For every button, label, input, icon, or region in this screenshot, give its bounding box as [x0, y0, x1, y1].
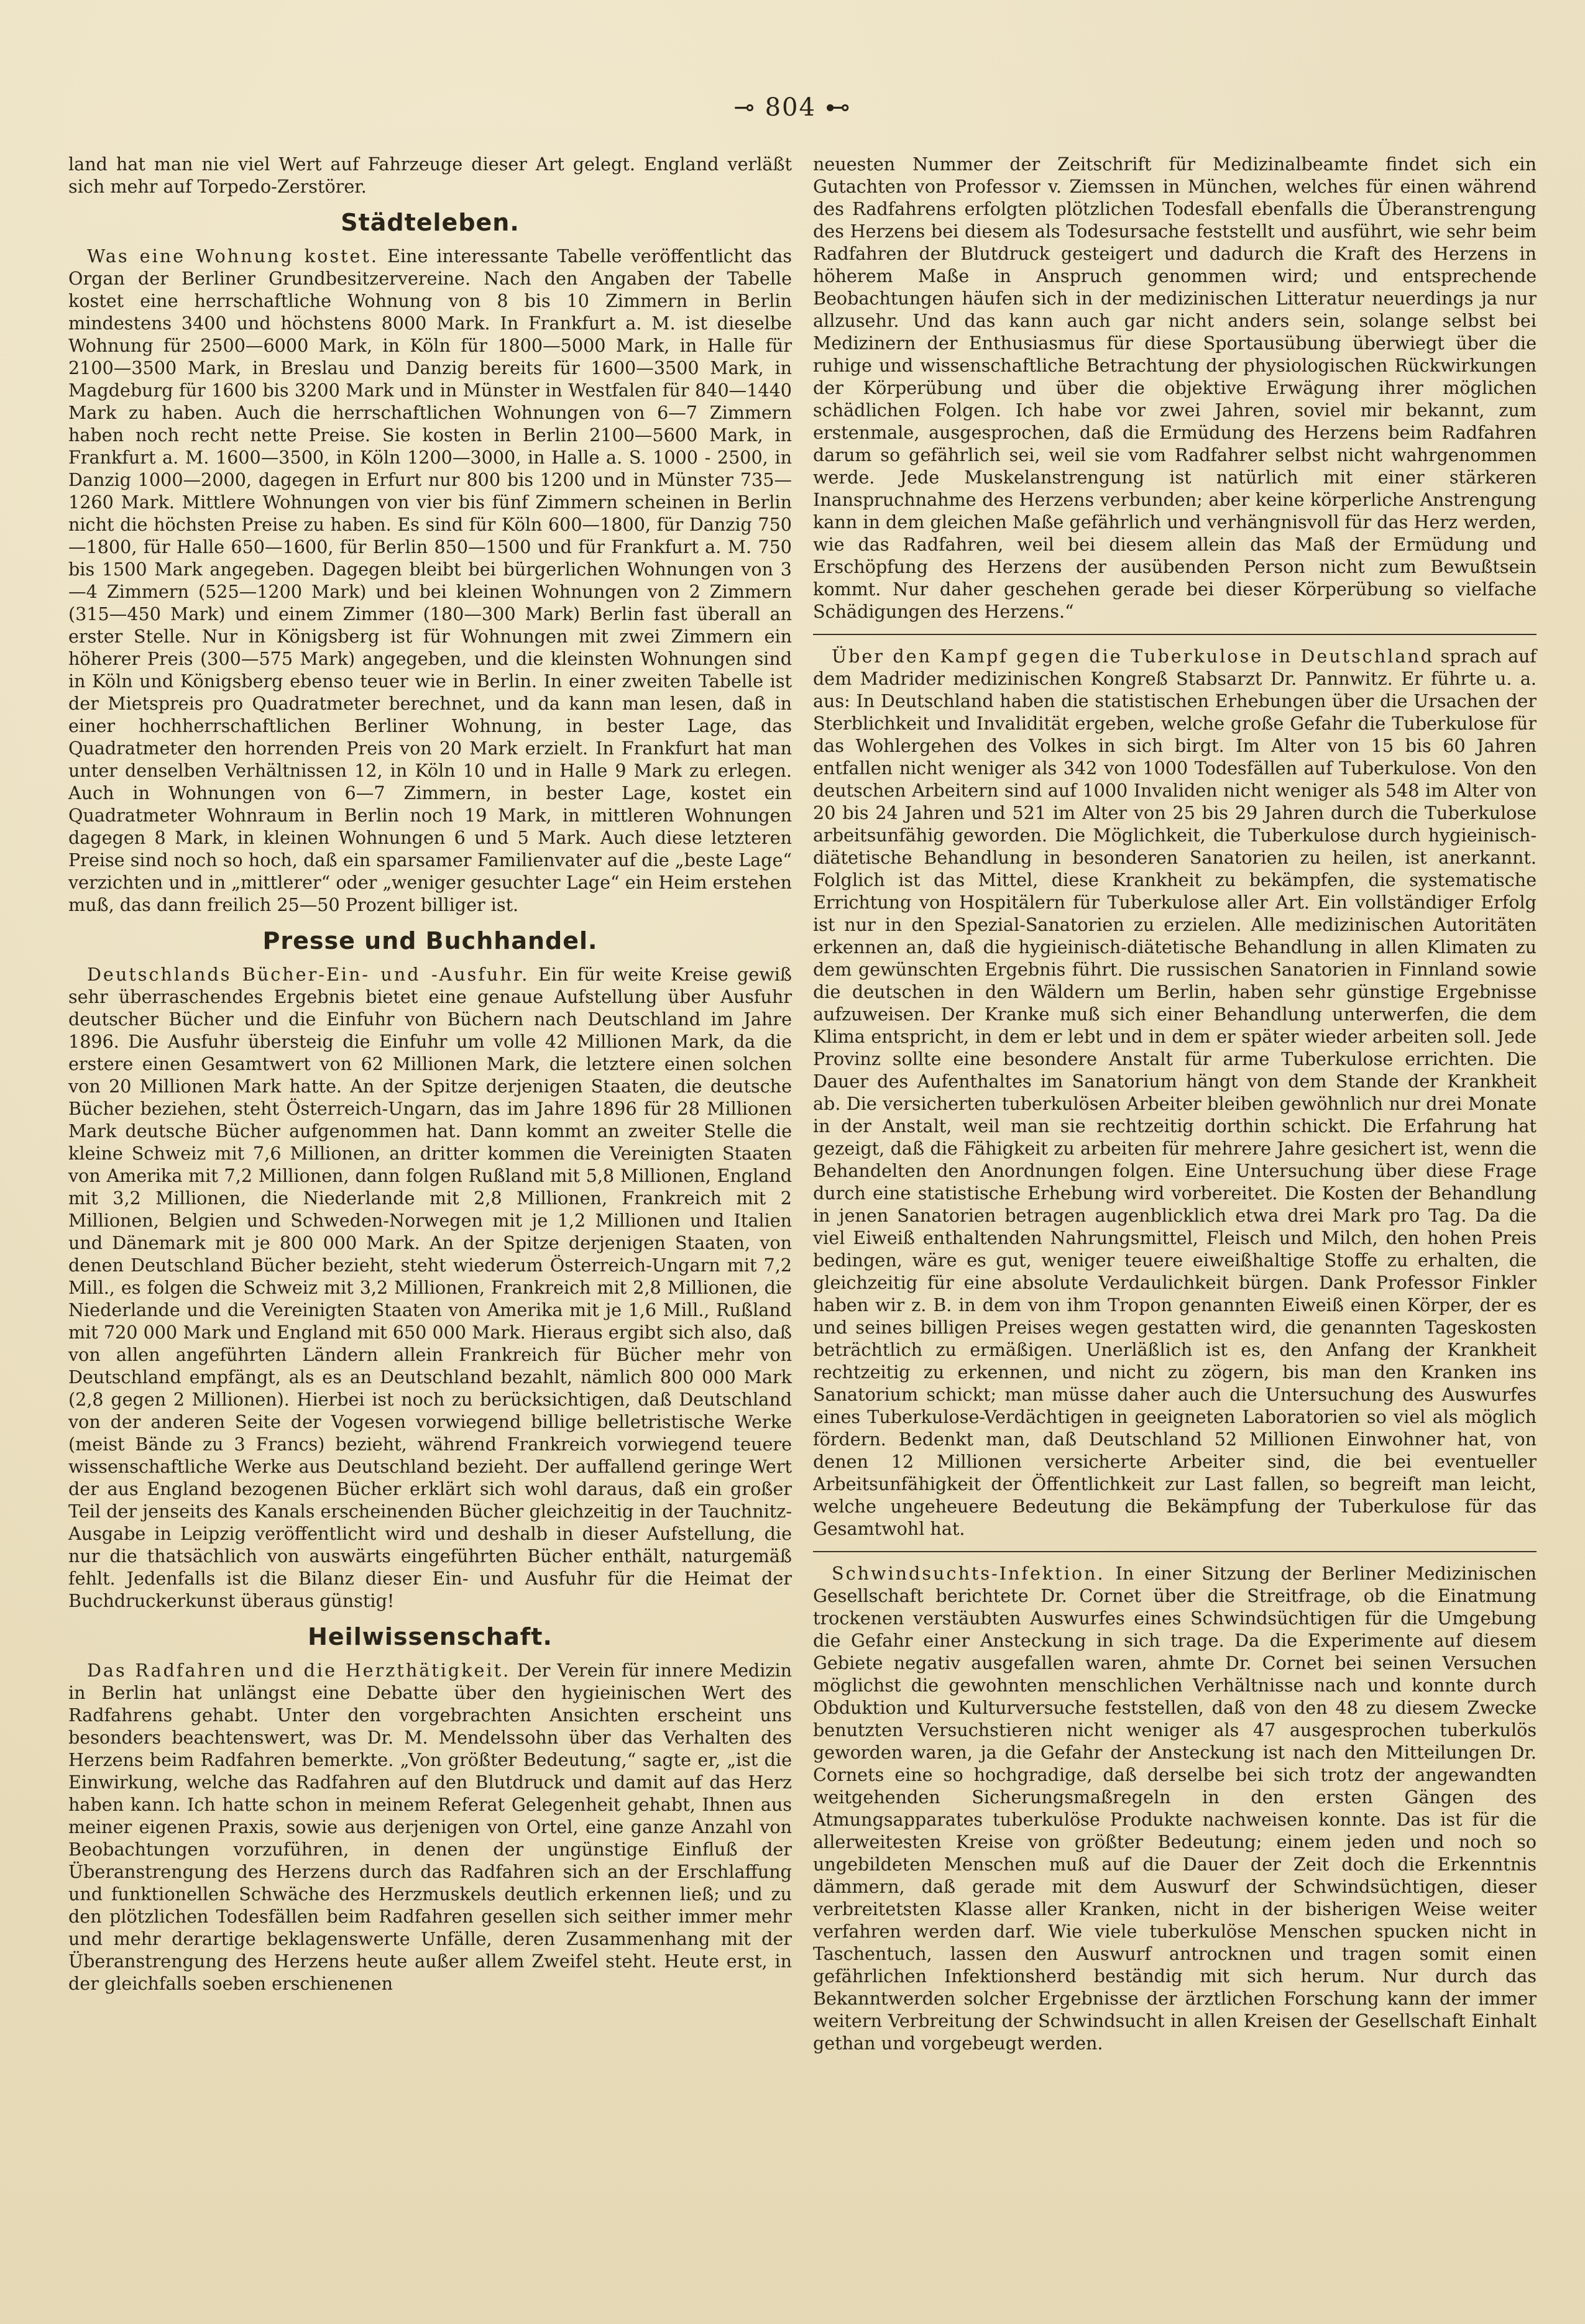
article-body: Ein für weite Kreise gewiß sehr überraschendes Ergebnis bietet eine genaue Aufstellung über Ausfuhr deutscher Bücher und die Einfuhr von Büchern nach Deutschland im Jahre 1896. Die Ausfuhr übersteig die Einfuhr um volle 42 Millionen Mark, da die erstere einen Gesamtwert von 62 Millionen Mark, die letztere einen solchen von 20 Millionen Mark hatte. An der Spitze derjenigen Staaten, die deutsche Bücher beziehen, steht Österreich-Ungarn, das im Jahre 1896 für 28 Millionen Mark deutsche Bücher aufgenommen hat. Dann kommt an zweiter Stelle die kleine Schweiz mit 7,6 Millionen, an dritter kommen die Vereinigten Staaten von Amerika mit 7,2 Millionen, dann folgen Rußland mit 5,8 Millionen, England mit 3,2 Millionen, die Niederlande mit 2,8 Millionen, Frankreich mit 2 Millionen, Belgien und Schweden-Norwegen mit je 1,2 Millionen und Italien und Dänemark mit je 800 000 Mark. An der Spitze derjenigen Staaten, von denen Deutschland Bücher bezieht, steht wiederum Österreich-Ungarn mit 7,2 Mill., es folgen die Schweiz mit 3,2 Millionen, Frankreich mit 2,8 Millionen, die Niederlande und die Vereinigten Staaten von Amerika mit je 1,6 Mill., Rußland mit 720 000 Mark und England mit 650 000 Mark. Hieraus ergibt sich also, daß von allen angeführten Ländern allein Frankreich für Bücher mehr von Deutschland empfängt, als es an Deutschland bezahlt, nämlich 800 000 Mark (2,8 gegen 2 Millionen). Hierbei ist noch zu berücksichtigen, daß Deutschland von der anderen Seite der Vogesen vorwiegend billige belletristische Werke (meist Bände zu 3 Francs) bezieht, während Frankreich vorwiegend teuere wissenschaftliche Werke aus Deutschland bezieht. Der auffallend geringe Wert der aus England bezogenen Bücher erklärt sich wohl daraus, daß ein großer Teil der jenseits des Kanals erscheinenden Bücher gleichzeitig in der Tauchnitz-Ausgabe in Leipzig veröffentlicht wird und deshalb in dieser Aufstellung, die nur die thatsächlich von auswärts eingeführten Bücher enthält, naturgemäß fehlt. Jedenfalls ist die Bilanz dieser Ein- und Ausfuhr für die Heimat der Buchdruckerkunst überaus günstig!: [68, 964, 792, 1611]
right-column: [813, 153, 1537, 2054]
article-tuberkulose: [813, 645, 1537, 1540]
article-body: In einer Sitzung der Berliner Medizinischen Gesellschaft berichtete Dr. Cornet über die Streitfrage, ob die Einatmung trockenen verstäubten Auswurfes eines Schwindsüchtigen für die Umgebung die Gefahr einer Ansteckung in sich trage. Da die Experimente auf diesem Gebiete negativ ausgefallen waren, ahmte Dr. Cornet bei seinen Versuchen möglichst die gewohnten menschlichen Verhältnisse nach und konnte durch Obduktion und Kulturversuche feststellen, daß von den 48 zu diesem Zwecke benutzten Versuchstieren nicht weniger als 47 ausgesprochen tuberkulös geworden waren, ja die Gefahr der Ansteckung ist nach den Mitteilungen Dr. Cornets eine so hochgradige, daß derselbe bei sich trotz der angewandten weitgehenden Sicherungsmaßregeln in den ersten Gängen des Atmungsapparates tuberkulöse Produkte nachweisen konnte. Das ist für die allerweitesten Kreise von größter Bedeutung; einem jeden und noch so ungebildeten Menschen muß auf die Dauer der Zeit doch die Erkenntnis dämmern, daß gerade mit dem Auswurf der Schwindsüchtigen, dieser verbreitetsten Klasse aller Kranken, nicht in der bisherigen Weise weiter verfahren werden darf. Wie viele tuberkulöse Menschen spucken nicht in Taschentuch, lassen den Auswurf antrocknen und tragen somit einen gefährlichen Infektionsherd beständig mit sich herum. Nur durch das Bekanntwerden solcher Ergebnisse der ärztlichen Forschung kann der immer weitern Verbreitung der Schwindsucht in allen Kreisen der Gesellschaft Einhalt gethan und vorgebeugt werden.: [813, 1563, 1537, 2054]
article-columns: [68, 153, 1537, 2054]
section-divider: [813, 1551, 1537, 1552]
article-lead: Deutschlands Bücher-Ein- und -Ausfuhr.: [87, 964, 530, 985]
article-lead: Über den Kampf gegen die Tuberkulose in Deutschland: [832, 646, 1435, 667]
section-heading-presse: Presse und Buchhandel.: [262, 927, 598, 954]
article-wohnung: [68, 245, 792, 916]
left-column: [68, 153, 792, 2054]
article-lead: Schwindsuchts-Infektion.: [832, 1563, 1105, 1584]
article-schwindsucht: [813, 1562, 1537, 2054]
article-radfahren-continued: neuesten Nummer der Zeitschrift für Medizinalbeamte findet sich ein Gutachten von Professor v. Ziemssen in München, welches für einen während des Radfahrens erfolgten plötzlichen Todesfall ebenfalls die Überanstrengung des Herzens bei diesem als Todesursache feststellt und ausführt, wie sehr beim Radfahren der Blutdruck gesteigert und dadurch die Kraft des Herzens in höherem Maße in Anspruch genommen wird; und entsprechende Beobachtungen häufen sich in der medizinischen Litteratur neuerdings ja nur allzusehr. Und das kann auch gar nicht anders sein, solange selbst bei Medizinern der Enthusiasmus für diese Sportausübung überwiegt über die ruhige und wissenschaftliche Betrachtung der physiologischen Rückwirkungen der Körperübung und über die objektive Erwägung ihrer möglichen schädlichen Folgen. Ich habe vor zwei Jahren, soviel mir bekannt, zum erstenmale, ausgesprochen, daß die Ermüdung des Herzens beim Radfahren darum so gefährlich sei, weil sie vom Radfahrer selbst nicht wahrgenommen werde. Jede Muskelanstrengung ist natürlich mit einer stärkeren Inanspruchnahme des Herzens verbunden; aber keine körperliche Anstrengung kann in dem gleichen Maße gefährlich und verhängnisvoll für das Herz werden, wie das Radfahren, weil bei diesem allein das Maß der Ermüdung und Erschöpfung des Herzens der ausübenden Person nicht zum Bewußtsein kommt. Nur daher geschehen gerade bei dieser Körperübung so vielfache Schädigungen des Herzens.“: [813, 153, 1537, 622]
section-heading-staedteleben: Städteleben.: [341, 209, 520, 236]
article-lead: Das Radfahren und die Herzthätigkeit.: [87, 1660, 511, 1681]
article-buecher: [68, 963, 792, 1612]
article-lead: Was eine Wohnung kostet.: [87, 245, 379, 267]
article-radfahren: [68, 1659, 792, 1995]
page-number: ⊸ 804 ⊷: [733, 93, 852, 122]
article-body: sprach auf dem Madrider medizinischen Kongreß Stabsarzt Dr. Pannwitz. Er führte u. a. aus: In Deutschland haben die statistischen Erhebungen über die Ursachen der Sterblichkeit und Invalidität ergeben, welche große Gefahr die Tuberkulose für das Wohlergehen des Volkes in sich birgt. Im Alter von 15 bis 60 Jahren entfallen nicht weniger als 342 von 1000 Todesfällen auf Tuberkulose. Von den deutschen Arbeitern sind auf 1000 Invaliden nicht weniger als 548 im Alter von 20 bis 24 Jahren und 521 im Alter von 25 bis 29 Jahren durch die Tuberkulose arbeitsunfähig geworden. Die Möglichkeit, die Tuberkulose durch hygieinisch-diätetische Behandlung in besonderen Sanatorien zu heilen, ist anerkannt. Folglich ist das Mittel, diese Krankheit zu bekämpfen, die systematische Errichtung von Hospitälern für Tuberkulose aller Art. Ein vollständiger Erfolg ist nur in den Spezial-Sanatorien zu erzielen. Alle medizinischen Autoritäten erkennen an, daß die hygieinisch-diätetische Behandlung in allen Klimaten zu dem gewünschten Ergebnis führt. Die russischen Sanatorien in Finnland sowie die deutschen in den Wäldern um Berlin, haben sehr günstige Ergebnisse aufzuweisen. Der Kranke muß sich einer Behandlung unterwerfen, die dem Klima entspricht, in dem er lebt und in dem er später wieder arbeiten soll. Jede Provinz sollte eine besondere Anstalt für arme Tuberkulose errichten. Die Dauer des Aufenthaltes im Sanatorium hängt von dem Stande der Krankheit ab. Die versicherten tuberkulösen Arbeiter bleiben gewöhnlich nur drei Monate in der Anstalt, weil man sie rechtzeitig dorthin schickt. Die Erfahrung hat gezeigt, daß die Fähigkeit zu arbeiten für mehrere Jahre gesichert ist, wenn die Behandelten den Anordnungen folgen. Eine Untersuchung über diese Frage durch eine statistische Erhebung wird vorbereitet. Die Kosten der Behandlung in jenen Sanatorien betragen augenblicklich etwa drei Mark pro Tag. Da die viel Eiweiß enthaltenden Nahrungsmittel, Fleisch und Milch, den hohen Preis bedingen, wäre es gut, weniger teuere eiweißhaltige Stoffe zu erhalten, die gleichzeitig für eine absolute Verdaulichkeit bürgen. Dank Professor Finkler haben wir z. B. in dem von ihm Tropon genannten Eiweiß einen Körper, der es und seines billigen Preises wegen gestatten wird, die genannten Tageskosten beträchtlich zu ermäßigen. Unerläßlich ist es, den Anfang der Krankheit rechtzeitig zu erkennen, und nicht zu zögern, bis man den Kranken ins Sanatorium schickt; man müsse daher auch die Untersuchung des Auswurfes eines Tuberkulose-Verdächtigen in geeigneten Laboratorien so viel als möglich fördern. Bedenkt man, daß Deutschland 52 Millionen Einwohner hat, von denen 12 Millionen versicherte Arbeiter sind, die bei eventueller Arbeitsunfähigkeit der Öffentlichkeit zur Last fallen, so begreift man leicht, welche ungeheuere Bedeutung die Bekämpfung der Tuberkulose für das Gesamtwohl hat.: [813, 646, 1537, 1539]
article-body: Eine interessante Tabelle veröffentlicht das Organ der Berliner Grundbesitzervereine. Nach den Angaben der Tabelle kostet eine herrschaftliche Wohnung von 8 bis 10 Zimmern in Berlin mindestens 3400 und höchstens 8000 Mark. In Frankfurt a. M. ist dieselbe Wohnung für 2500—6000 Mark, in Köln für 1800—5000 Mark, in Halle für 2100—3500 Mark, in Breslau und Danzig bereits für 1600—3500 Mark, in Magdeburg für 1600 bis 3200 Mark und in Münster in Westfalen für 840—1440 Mark zu haben. Auch die herrschaftlichen Wohnungen von 6—7 Zimmern haben noch recht nette Preise. Sie kosten in Berlin 2100—5600 Mark, in Frankfurt a. M. 1600—3500, in Köln 1200—3000, in Halle a. S. 1000 - 2500, in Danzig 1000—2000, dagegen in Erfurt nur 800 bis 1200 und in Münster 735—1260 Mark. Mittlere Wohnungen von vier bis fünf Zimmern scheinen in Berlin nicht die höchsten Preise zu haben. Es sind für Köln 600—1800, für Danzig 750—1800, für Halle 650—1600, für Berlin 850—1500 und für Frankfurt a. M. 750 bis 1500 Mark angegeben. Dagegen bleibt bei bürgerlichen Wohnungen von 3—4 Zimmern (525—1200 Mark) und bei kleinen Wohnungen von 2 Zimmern (315—450 Mark) und einem Zimmer (180—300 Mark) Berlin fast überall an erster Stelle. Nur in Königsberg ist für Wohnungen mit zwei Zimmern ein höherer Preis (300—575 Mark) angegeben, und die kleinsten Wohnungen sind in Köln und Königsberg ebenso teuer wie in Berlin. In einer zweiten Tabelle ist der Mietspreis pro Quadratmeter berechnet, und da kann man lesen, daß in einer hochherrschaftlichen Berliner Wohnung, in bester Lage, das Quadratmeter den horrenden Preis von 20 Mark erzielt. In Frankfurt hat man unter denselben Verhältnissen 12, in Köln 10 und in Halle 9 Mark zu erlegen. Auch in Wohnungen von 6—7 Zimmern, in bester Lage, kostet ein Quadratmeter Wohnraum in Berlin noch 19 Mark, in mittleren Wohnungen dagegen 8 Mark, in kleinen Wohnungen 6 und 5 Mark. Auch diese letzteren Preise sind noch so hoch, daß ein sparsamer Familienvater auf die „beste Lage“ verzichten und in „mittlerer“ oder „weniger gesuchter Lage“ ein Heim erstehen muß, das dann freilich 25—50 Prozent billiger ist.: [68, 245, 792, 915]
section-divider: [813, 634, 1537, 635]
intro-paragraph: land hat man nie viel Wert auf Fahrzeuge dieser Art gelegt. England verläßt sich mehr auf Torpedo-Zerstörer.: [68, 153, 792, 197]
section-heading-heilwissenschaft: Heilwissenschaft.: [308, 1623, 553, 1650]
article-body: Der Verein für innere Medizin in Berlin hat unlängst eine Debatte über den hygieinischen Wert des Radfahrens gehabt. Unter den vorgebrachten Ansichten erscheint uns besonders beachtenswert, was Dr. M. Mendelssohn über das Verhalten des Herzens beim Radfahren bemerkte. „Von größter Bedeutung,“ sagte er, „ist die Einwirkung, welche das Radfahren auf den Blutdruck und damit auf das Herz haben kann. Ich hatte schon in meinem Referat Gelegenheit gehabt, Ihnen aus meiner eigenen Praxis, sowie aus derjenigen von Ortel, eine ganze Anzahl von Beobachtungen vorzuführen, in denen der ungünstige Einfluß der Überanstrengung des Herzens durch das Radfahren sich an der Erschlaffung und funktionellen Schwäche des Herzmuskels deutlich erkennen ließ; und zu den plötzlichen Todesfällen beim Radfahren gesellen sich seither immer mehr und mehr derartige beklagenswerte Unfälle, deren Zusammenhang mit der Überanstrengung des Herzens heute außer allem Zweifel steht. Heute erst, in der gleichfalls soeben erschienenen: [68, 1660, 792, 1994]
